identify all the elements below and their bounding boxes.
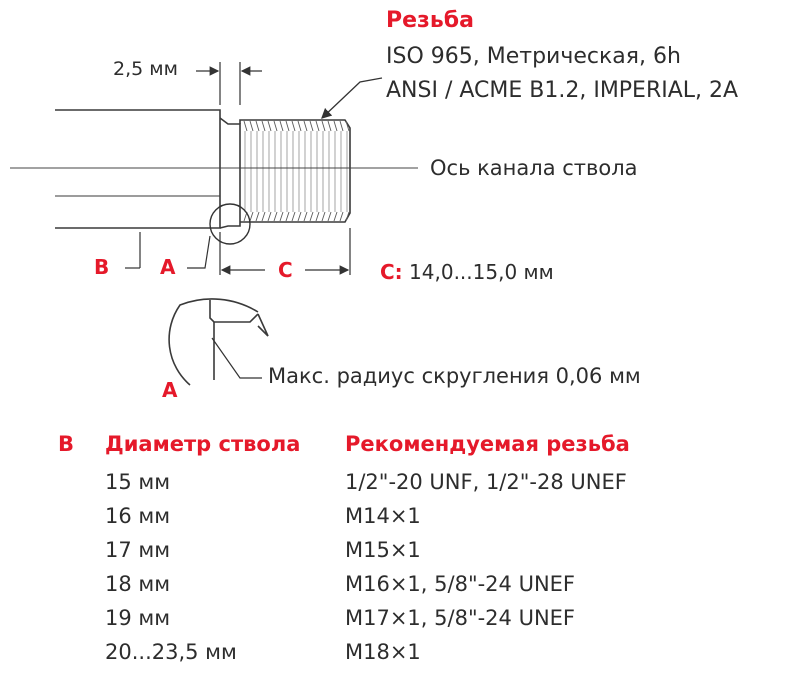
thread-tooth xyxy=(316,121,319,131)
table-cell-diameter: 16 мм xyxy=(105,504,171,528)
thread-tooth xyxy=(244,121,247,131)
thread-tooth xyxy=(298,121,301,131)
table-cell-thread: M17×1, 5/8"-24 UNEF xyxy=(345,606,576,630)
thread-tooth xyxy=(340,121,343,131)
gap-dimension-label: 2,5 мм xyxy=(113,58,178,80)
thread-tooth xyxy=(298,212,301,221)
thread-tooth xyxy=(262,121,265,131)
c-spec-range: 14,0...15,0 мм xyxy=(409,260,554,284)
thread-tooth xyxy=(280,121,283,131)
table-marker-b: B xyxy=(58,432,75,456)
table-cell-thread: M14×1 xyxy=(345,504,421,528)
thread-tooth xyxy=(340,212,343,221)
table-cell-thread: M18×1 xyxy=(345,640,421,664)
thread-tooth xyxy=(262,212,265,221)
thread-leader-line xyxy=(322,78,382,118)
thread-tooth xyxy=(268,212,271,221)
c-spec xyxy=(380,260,554,284)
table-cell-thread: M15×1 xyxy=(345,538,421,562)
thread-standard-ansi: ANSI / ACME B1.2, IMPERIAL, 2A xyxy=(386,78,739,103)
thread-tooth xyxy=(322,121,325,131)
thread-tooth xyxy=(322,212,325,221)
thread-outline xyxy=(240,120,350,222)
c-spec-prefix: C: xyxy=(380,260,403,284)
thread-title: Резьба xyxy=(386,8,474,33)
thread-relief xyxy=(220,118,240,228)
thread-tooth xyxy=(274,121,277,131)
table-cell-diameter: 19 мм xyxy=(105,606,171,630)
thread-tooth xyxy=(292,212,295,221)
detail-a-label: A xyxy=(162,378,178,402)
thread-tooth xyxy=(250,121,253,131)
table-cell-diameter: 15 мм xyxy=(105,470,171,494)
barrel-outline xyxy=(55,110,220,228)
thread-tooth xyxy=(328,121,331,131)
table-cell-thread: 1/2"-20 UNF, 1/2"-28 UNEF xyxy=(345,470,627,494)
thread-tooth xyxy=(256,212,259,221)
thread-tooth xyxy=(256,121,259,131)
thread-tooth xyxy=(250,212,253,221)
table-cell-diameter: 17 мм xyxy=(105,538,171,562)
col-header-thread: Рекомендуемая резьба xyxy=(345,432,630,456)
thread-tooth xyxy=(268,121,271,131)
detail-a-circle xyxy=(210,204,250,244)
thread-tooth xyxy=(334,212,337,221)
thread-tooth xyxy=(274,212,277,221)
thread-tooth xyxy=(304,121,307,131)
thread-tooth xyxy=(310,121,313,131)
table-cell-thread: M16×1, 5/8"-24 UNEF xyxy=(345,572,576,596)
thread-tooth xyxy=(292,121,295,131)
thread-tooth xyxy=(328,212,331,221)
detail-leader-line xyxy=(212,338,262,378)
detail-a-view xyxy=(169,299,268,385)
thread-tooth xyxy=(310,212,313,221)
label-b: B xyxy=(94,255,110,279)
thread-tooth xyxy=(286,121,289,131)
table-cell-diameter: 18 мм xyxy=(105,572,171,596)
label-c: C xyxy=(278,258,293,282)
fillet-radius-note: Макс. радиус скругления 0,06 мм xyxy=(268,364,641,388)
bore-axis-label: Ось канала ствола xyxy=(430,156,638,180)
label-a: A xyxy=(160,255,176,279)
table-cell-diameter: 20...23,5 мм xyxy=(105,640,237,664)
thread-tooth xyxy=(316,212,319,221)
thread-tooth xyxy=(334,121,337,131)
thread-tooth xyxy=(280,212,283,221)
thread-tooth xyxy=(304,212,307,221)
thread-tooth xyxy=(286,212,289,221)
thread-standard-iso: ISO 965, Метрическая, 6h xyxy=(386,44,681,69)
col-header-diameter: Диаметр ствола xyxy=(105,432,301,456)
